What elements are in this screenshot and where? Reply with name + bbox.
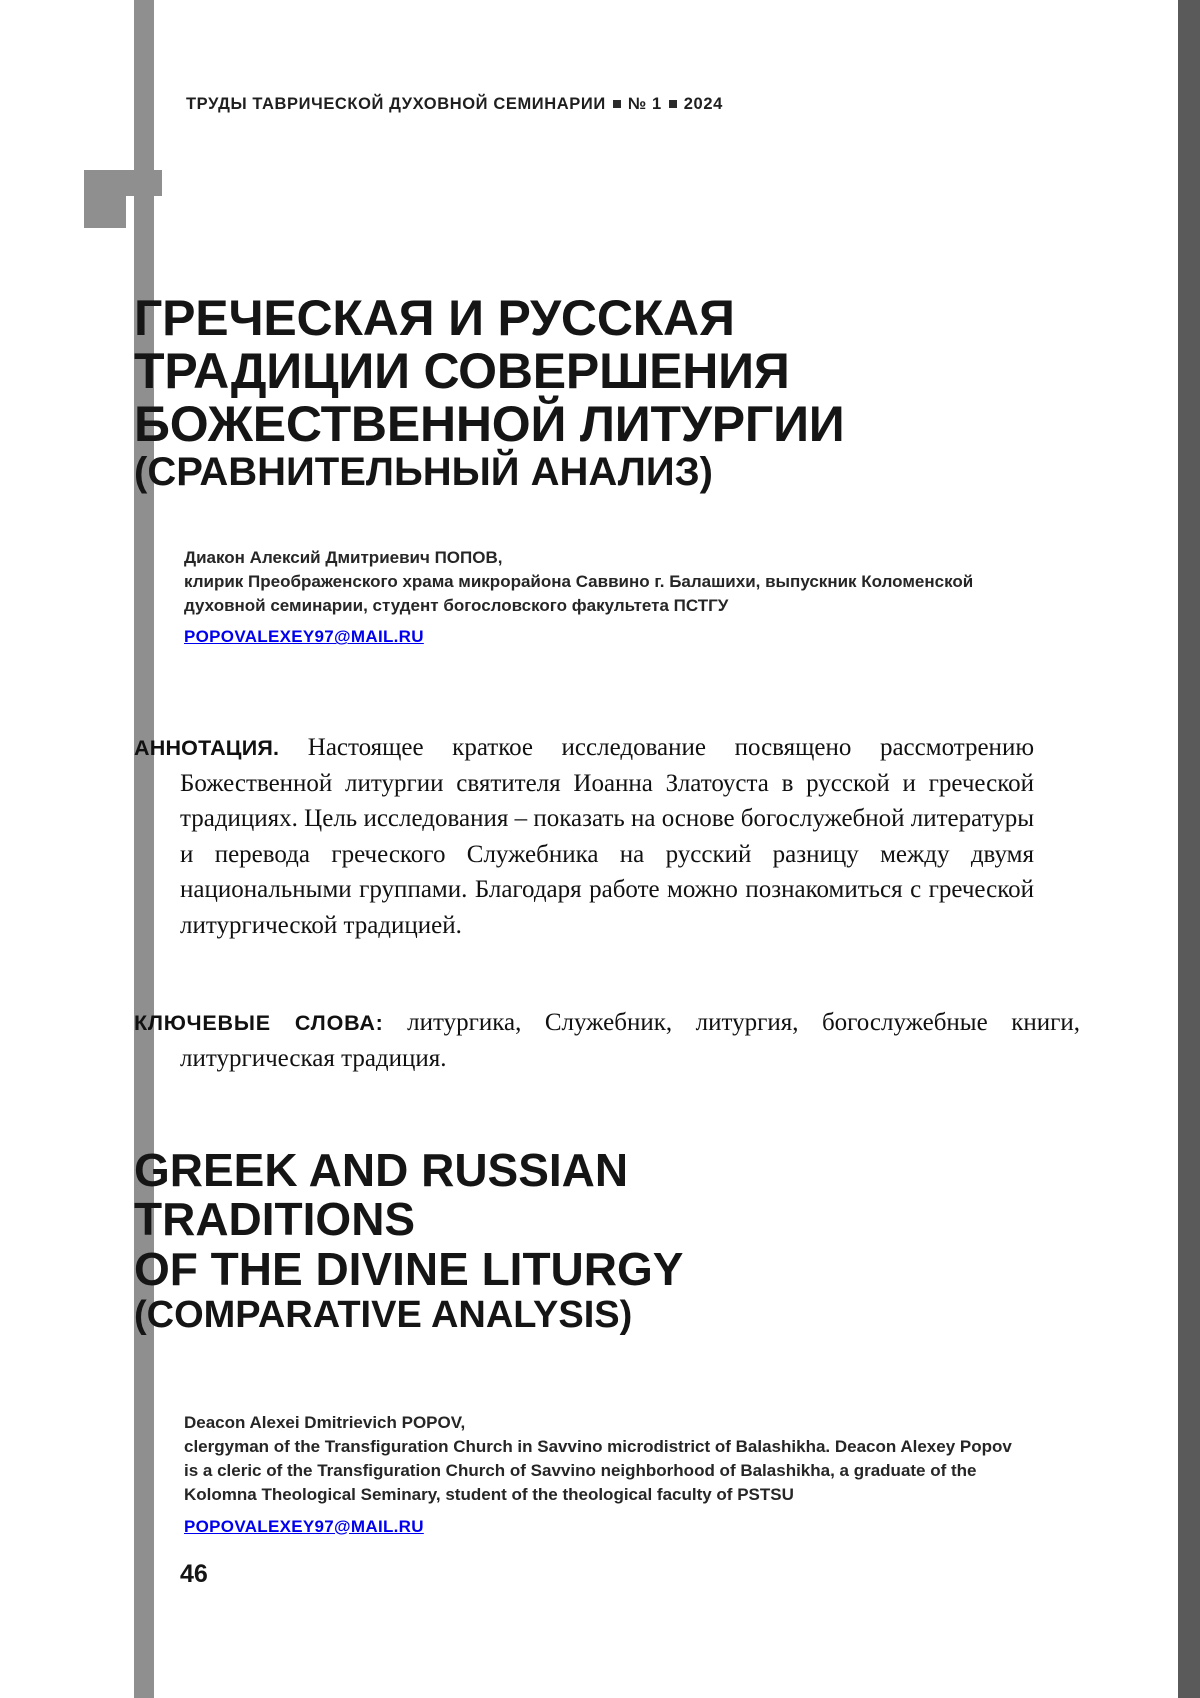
abstract-label-ru: АННОТАЦИЯ. <box>134 736 280 760</box>
author-affiliation-en: clergyman of the Transfiguration Church in Savvino microdistrict of Balashikha. Deacon Alexey Popov is a cleric of the Transfiguration Church of Savvino neighborhood of Balashikha, a graduate of the Kolomna Theological Seminary, student of the theological faculty of PSTSU <box>184 1437 1012 1505</box>
author-block-ru <box>134 546 1014 650</box>
page-edge-strip <box>1178 0 1200 1698</box>
running-head-year: 2024 <box>683 95 723 113</box>
author-text-ru <box>184 546 1014 650</box>
page-title-ru <box>134 289 1034 494</box>
author-email-en[interactable]: POPOVALEXEY97@MAIL.RU <box>184 1516 424 1536</box>
title-ru-line-4: (СРАВНИТЕЛЬНЫЙ АНАЛИЗ) <box>134 449 713 494</box>
running-head <box>186 95 723 114</box>
corner-decoration-horizontal <box>126 170 162 196</box>
page-title-en <box>134 1143 1034 1336</box>
title-en-line-4: (COMPARATIVE ANALYSIS) <box>134 1293 633 1336</box>
keywords-label-ru: КЛЮЧЕВЫЕ СЛОВА: <box>134 1011 384 1035</box>
page-number: 46 <box>180 1560 208 1588</box>
keywords-text-ru: литургика, Служебник, литургия, богослужебные книги, литургическая традиция. <box>180 1009 1081 1072</box>
abstract-text-ru: Настоящее краткое исследование посвящено рассмотрению Божественной литургии святителя Иоанна Златоуста в русской и греческой традициях. Цель исследования – показать на основе богослужебной литературы и перевода греческого Служебника на русский разницу между двумя национальными группами. Благодаря работе можно познакомиться с греческой литургической традицией. <box>180 734 1034 939</box>
title-en-line-3: OF THE DIVINE LITURGY <box>134 1243 684 1296</box>
running-head-issue: № 1 <box>627 95 662 113</box>
abstract-ru <box>134 730 1034 947</box>
author-accent-bar-ru <box>134 550 152 678</box>
author-block-en <box>134 1411 1014 1539</box>
running-head-journal: ТРУДЫ ТАВРИЧЕСКОЙ ДУХОВНОЙ СЕМИНАРИИ <box>186 95 606 113</box>
author-affiliation-ru: клирик Преображенского храма микрорайона Саввино г. Балашихи, выпускник Коломенской духовной семинарии, студент богословского факультета ПСТГУ <box>184 572 974 616</box>
corner-decoration <box>84 170 162 228</box>
author-accent-bar-en <box>134 1415 152 1537</box>
square-bullet-icon <box>669 100 677 108</box>
title-ru-line-3: БОЖЕСТВЕННОЙ ЛИТУРГИИ <box>134 395 845 452</box>
keywords-ru <box>134 1005 1080 1076</box>
author-name-en: Deacon Alexei Dmitrievich POPOV, <box>184 1413 466 1432</box>
title-ru-line-2: ТРАДИЦИИ СОВЕРШЕНИЯ <box>134 342 790 399</box>
square-bullet-icon <box>613 100 621 108</box>
author-text-en <box>184 1411 1014 1539</box>
folio-accent-bar <box>134 1548 154 1608</box>
author-email-ru[interactable]: POPOVALEXEY97@MAIL.RU <box>184 627 424 647</box>
author-name-ru: Диакон Алексий Дмитриевич ПОПОВ, <box>184 548 503 567</box>
title-en-line-1: GREEK AND RUSSIAN <box>134 1143 629 1196</box>
title-ru-line-1: ГРЕЧЕСКАЯ И РУССКАЯ <box>134 289 735 346</box>
corner-decoration-vertical <box>84 170 126 228</box>
title-en-line-2: TRADITIONS <box>134 1193 416 1246</box>
